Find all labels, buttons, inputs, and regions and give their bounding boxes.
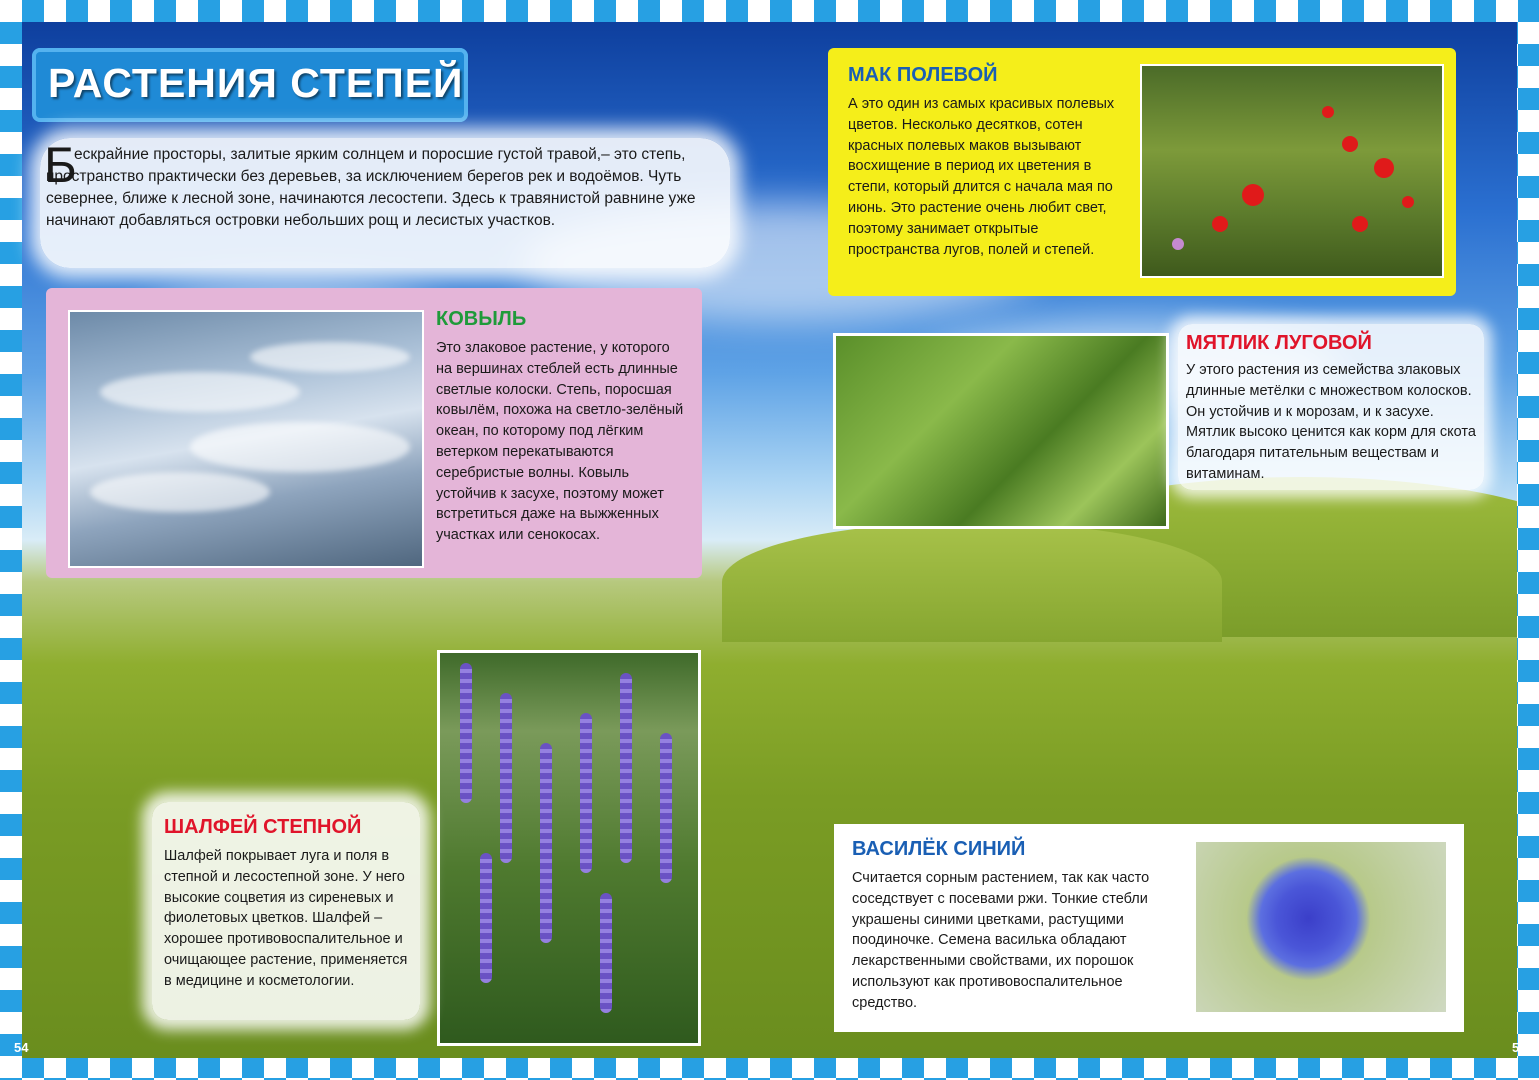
kovyl-text: Это злаковое растение, у которого на вершинах стеблей есть длинные светлые колоски. Степь, поросшая ковылём, похожа на светло-зелёный океан, по которому под лёгким ветерком перекатываются серебристые волны. Ковыль устойчив к засухе, поэтому может встретиться даже на выжженных участках или сенокосах. xyxy=(436,340,684,544)
intro-text: ескрайние просторы, залитые ярким солнцем и поросшие густой травой,– это степь, пространство практически без деревьев, за исключением берегов рек и водоёмов. Чуть севернее, ближе к лесной зоне, начинаются лесостепи. Здесь к травянистой равнине уже начинают добавляться островки небольших рощ и лесистых участков. xyxy=(46,146,696,229)
shalfey-photo xyxy=(437,650,701,1046)
kovyl-card xyxy=(46,288,702,578)
myatlik-card xyxy=(1178,324,1484,490)
kovyl-photo xyxy=(68,310,424,568)
page-title: РАСТЕНИЯ СТЕПЕЙ xyxy=(48,60,464,106)
vasilek-heading: ВАСИЛЁК СИНИЙ xyxy=(852,838,1026,860)
mak-card xyxy=(828,48,1456,296)
kovyl-heading: КОВЫЛЬ xyxy=(436,308,527,330)
vasilek-text: Считается сорным растением, так как часто соседствует с посевами ржи. Тонкие стебли украшены синими цветками, растущими поодиночке. Семена василька обладают лекарственными свойствами, их порошок используют как противовоспалительное средство. xyxy=(852,870,1150,1011)
title-banner xyxy=(32,48,468,122)
vasilek-card xyxy=(834,824,1464,1032)
page-number-left: 54 xyxy=(14,1040,29,1055)
mak-heading: МАК ПОЛЕВОЙ xyxy=(848,64,998,86)
shalfey-heading: ШАЛФЕЙ СТЕПНОЙ xyxy=(164,816,362,838)
mak-photo xyxy=(1140,64,1444,278)
shalfey-text: Шалфей покрывает луга и поля в степной и лесостепной зоне. У него высокие соцветия из сиреневых и фиолетовых цветков. Шалфей – хорошее противовоспалительное и очищающее растение, применяется в медицине и косметологии. xyxy=(164,848,408,989)
myatlik-text: У этого растения из семейства злаковых длинные метёлки с множеством колосков. Он устойчив и к морозам, и к засухе. Мятлик высоко ценится как корм для скота благодаря питательным веществам и витаминам. xyxy=(1186,362,1476,482)
intro-drop-cap: Б xyxy=(44,137,77,193)
page-number-right: 55 xyxy=(1512,1040,1527,1055)
intro-block xyxy=(40,138,730,268)
vasilek-photo xyxy=(1196,842,1446,1012)
myatlik-heading: МЯТЛИК ЛУГОВОЙ xyxy=(1186,332,1372,354)
mak-text: А это один из самых красивых полевых цветов. Несколько десятков, сотен красных полевых маков вызывают восхищение в период их цветения в степи, который длится с начала мая по июнь. Это растение очень любит свет, поэтому занимает открытые пространства лугов, полей и степей. xyxy=(848,96,1115,258)
shalfey-card xyxy=(152,802,420,1020)
myatlik-photo xyxy=(833,333,1169,529)
